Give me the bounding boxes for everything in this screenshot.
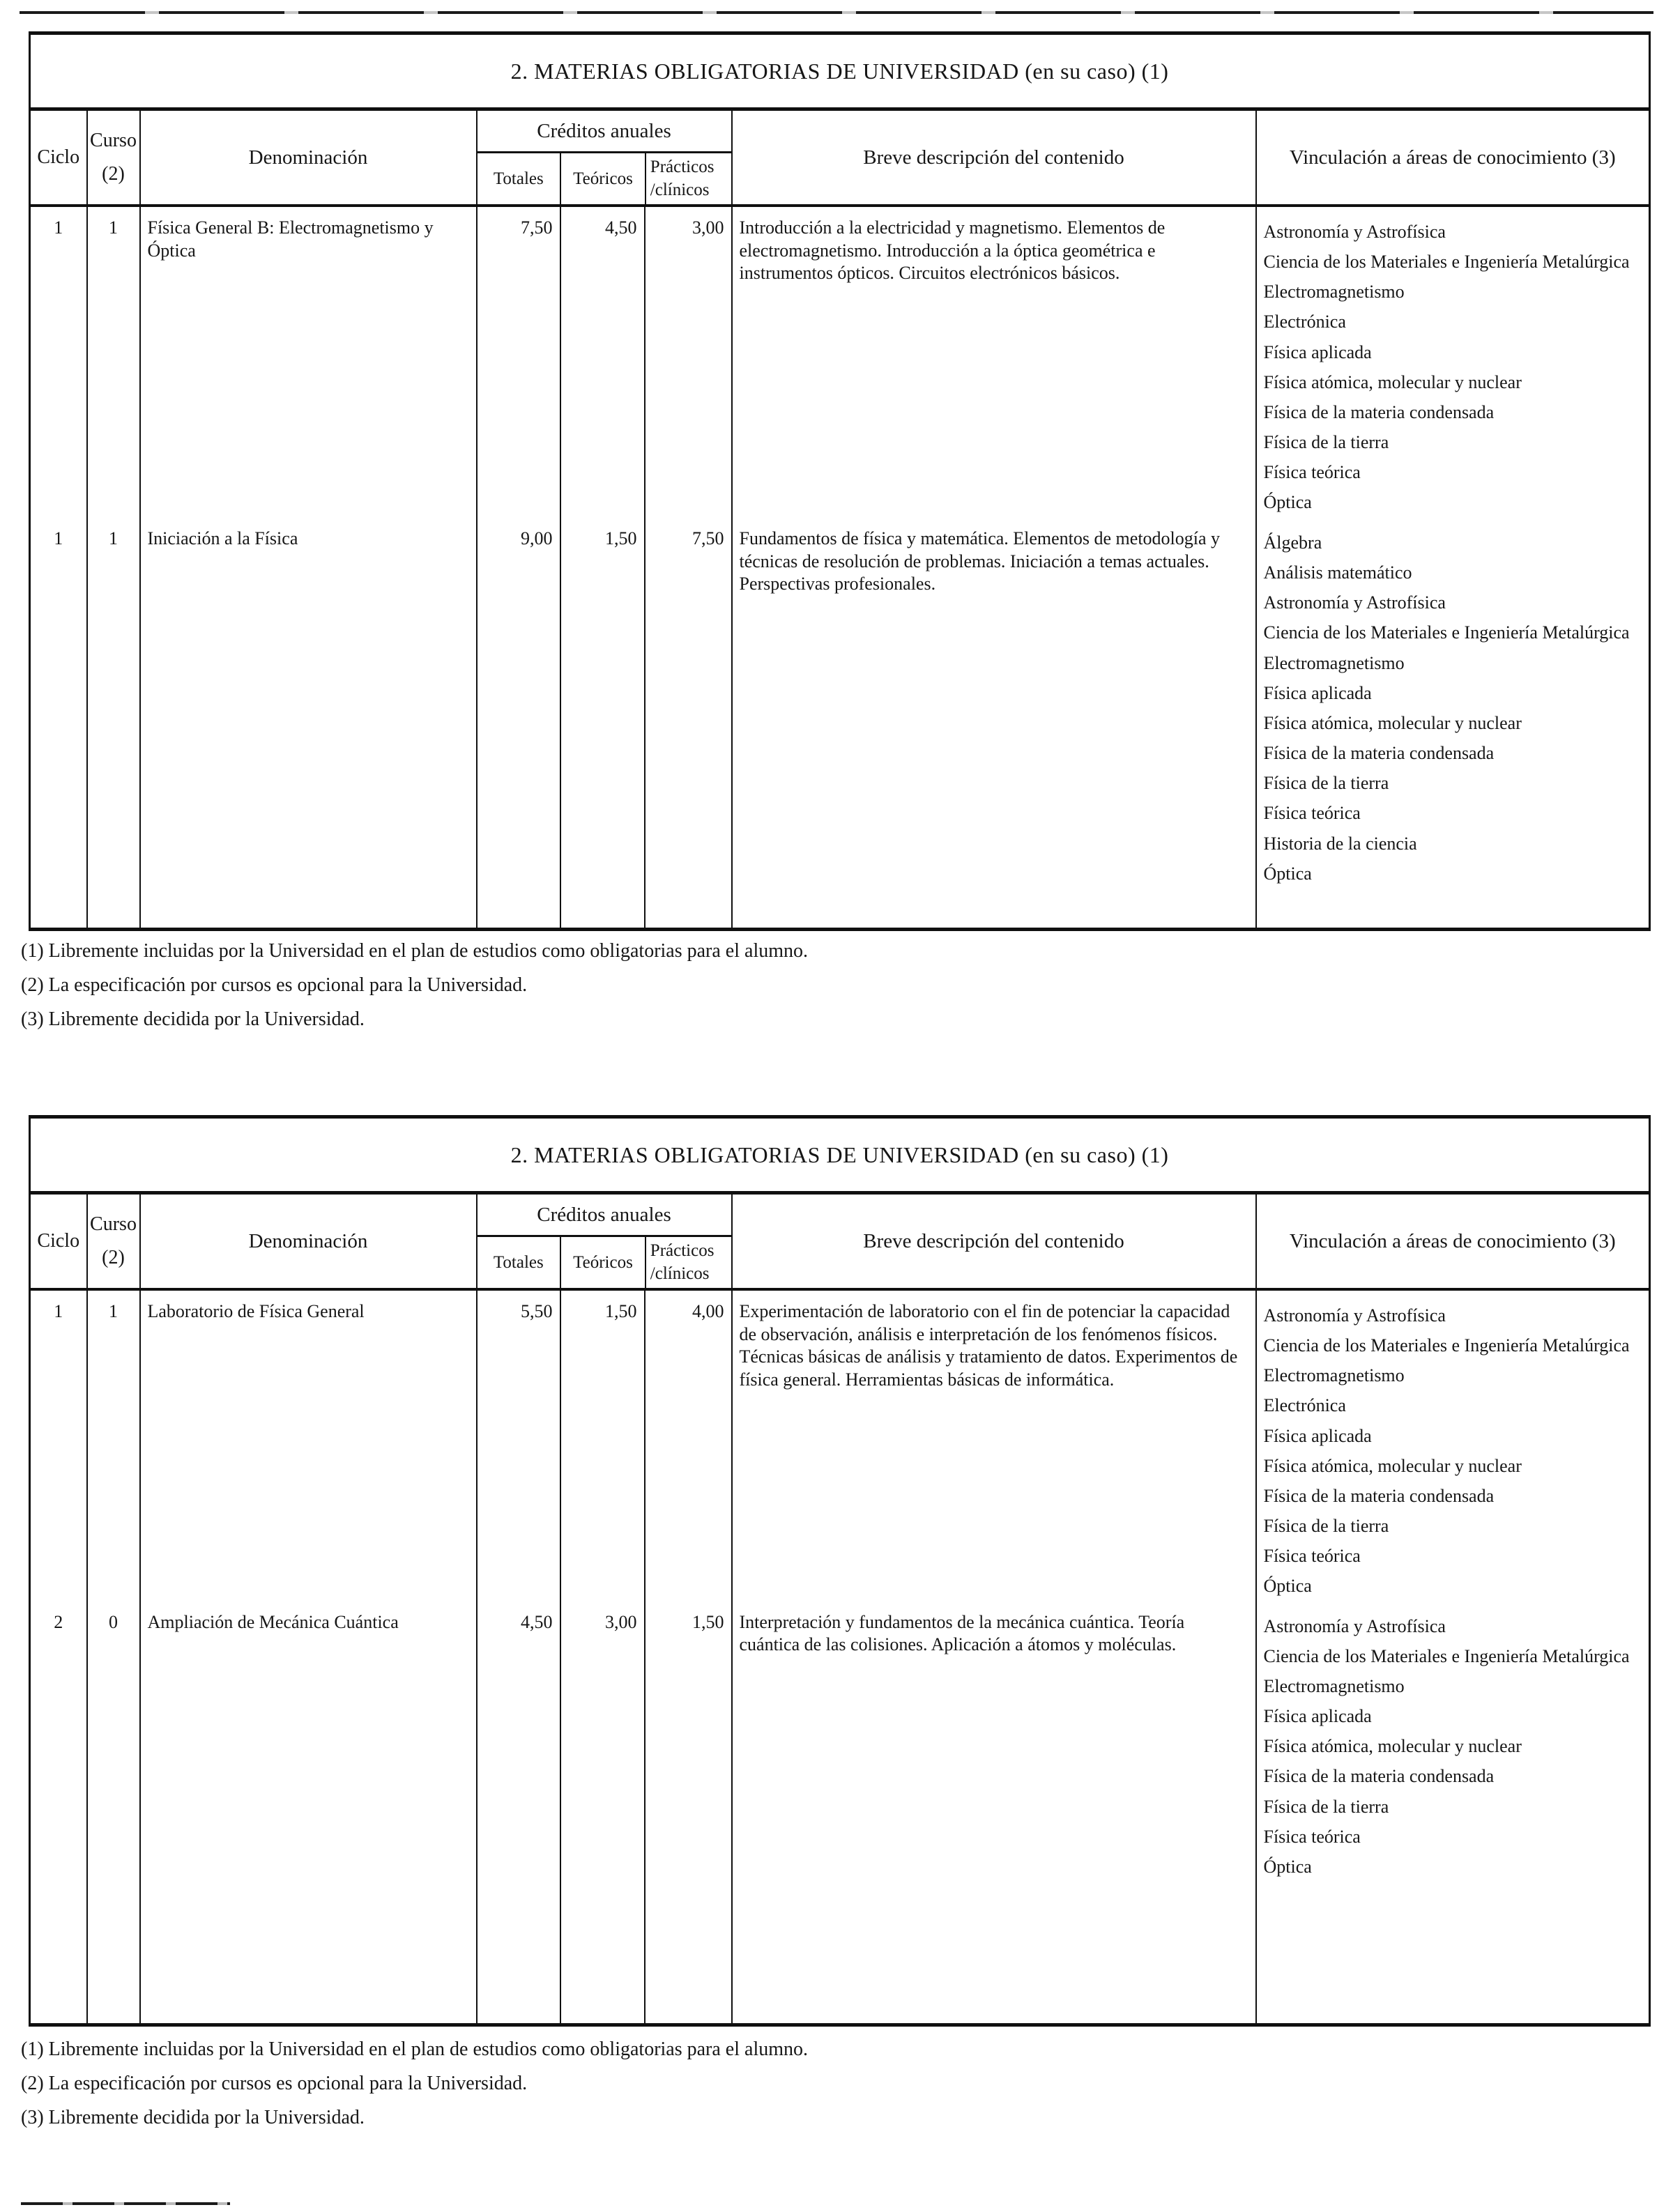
knowledge-area-item: Física de la tierra [1263,1516,1389,1537]
col-header-denominacion-label: Denominación [248,146,368,169]
knowledge-area-item: Física atómica, molecular y nuclear [1263,712,1522,733]
cell-vinculacion [1256,518,1650,929]
cell-ciclo: 1 [54,217,63,238]
knowledge-area-item: Física de la materia condensada [1263,1485,1495,1506]
footnotes-block [21,2038,1485,2140]
table-title-cell [30,1117,1650,1193]
cell-ciclo: 1 [54,528,63,548]
knowledge-area-item: Electromagnetismo [1263,652,1405,673]
table-title-row [30,1117,1650,1193]
table-row [30,1289,1650,1602]
cell-descripcion: Interpretación y fundamentos de la mecánica cuántica. Teoría cuántica de las colisiones. Aplicación a átomos y moléculas. [732,1602,1256,2025]
col-header-curso [87,109,140,206]
cell-denominacion: Laboratorio de Física General [140,1289,477,1602]
cell-creditos-teoricos: 4,50 [560,206,645,518]
knowledge-area-item: Física teórica [1263,462,1361,483]
col-header-descripcion-label: Breve descripción del contenido [863,1229,1124,1252]
col-header-curso-note: (2) [102,1247,125,1268]
cell-denominacion: Ampliación de Mecánica Cuántica [140,1602,477,2025]
cell-ciclo: 2 [54,1611,63,1632]
footnote-3: (3) Libremente decidida por la Universidad. [21,2107,365,2128]
materias-table-2 [29,1115,1649,2027]
cell-vinculacion [1256,1289,1650,1602]
knowledge-area-item: Óptica [1263,863,1312,884]
col-header-practicos [645,1237,731,1288]
knowledge-area-item: Astronomía y Astrofísica [1263,592,1446,613]
col-header-totales: Totales [493,169,544,188]
knowledge-area-item: Historia de la ciencia [1263,833,1417,854]
cell-descripcion: Introducción a la electricidad y magnetismo. Elementos de electromagnetismo. Introducción a la óptica geométrica e instrumentos ópticos. Circuitos electrónicos básicos. [732,206,1256,518]
table-header-row [30,109,1650,206]
col-header-creditos-label: Créditos anuales [478,111,731,153]
knowledge-area-item: Física teórica [1263,1546,1361,1567]
knowledge-area-item: Electrónica [1263,312,1346,332]
knowledge-area-item: Óptica [1263,1856,1312,1877]
knowledge-area-item: Física de la materia condensada [1263,1766,1495,1787]
knowledge-area-item: Física aplicada [1263,1706,1372,1727]
col-header-teoricos: Teóricos [560,1237,645,1288]
knowledge-area-item: Astronomía y Astrofísica [1263,1305,1446,1326]
cell-denominacion: Física General B: Electromagnetismo y Óptica [140,206,477,518]
cell-curso: 1 [87,518,140,929]
knowledge-area-item: Ciencia de los Materiales e Ingeniería Metalúrgica [1263,1645,1630,1666]
table-row [30,518,1650,929]
knowledge-area-item: Electromagnetismo [1263,282,1405,302]
materias-obligatorias-table [29,31,1651,931]
knowledge-area-item: Física de la tierra [1263,432,1389,453]
col-header-ciclo [30,1193,87,1290]
col-header-creditos [477,1193,732,1290]
knowledge-area-item: Electromagnetismo [1263,1365,1405,1386]
table-row [30,206,1650,518]
col-header-practicos-line2: /clínicos [650,180,710,199]
table-title: 2. MATERIAS OBLIGATORIAS DE UNIVERSIDAD (en su caso) (1) [510,58,1169,84]
cell-creditos-teoricos: 1,50 [560,518,645,929]
knowledge-area-item: Física teórica [1263,803,1361,824]
scan-artifact-bottom [21,2202,230,2205]
col-header-curso-note: (2) [102,163,125,185]
cell-creditos-totales: 5,50 [477,1289,560,1602]
col-header-curso [87,1193,140,1290]
col-header-ciclo [30,109,87,206]
knowledge-area-item: Álgebra [1263,532,1322,553]
knowledge-area-item: Física de la materia condensada [1263,401,1495,422]
cell-creditos-totales: 4,50 [477,1602,560,2025]
col-header-creditos-label: Créditos anuales [478,1195,731,1237]
scan-artifact-top [20,11,1653,14]
knowledge-area-item: Física atómica, molecular y nuclear [1263,1455,1522,1476]
knowledge-area-item: Física de la materia condensada [1263,743,1495,764]
knowledge-area-item: Óptica [1263,492,1312,513]
knowledge-area-item: Electrónica [1263,1395,1346,1416]
cell-curso: 1 [87,1289,140,1602]
cell-creditos-practicos: 4,00 [645,1289,732,1602]
cell-descripcion: Fundamentos de física y matemática. Elementos de metodología y técnicas de resolución de problemas. Iniciación a temas actuales. Perspectivas profesionales. [732,518,1256,929]
knowledge-area-item: Física aplicada [1263,341,1372,362]
footnote-2: (2) La especificación por cursos es opcional para la Universidad. [21,2073,528,2094]
materias-table-1 [29,31,1649,931]
cell-curso: 1 [87,206,140,518]
knowledge-area-item: Física atómica, molecular y nuclear [1263,1736,1522,1757]
table-title-row [30,33,1650,109]
cell-creditos-totales: 9,00 [477,518,560,929]
knowledge-area-item: Electromagnetismo [1263,1675,1405,1696]
cell-creditos-practicos: 1,50 [645,1602,732,2025]
col-header-practicos-line1: Prácticos [650,158,715,176]
footnote-2: (2) La especificación por cursos es opcional para la Universidad. [21,974,528,996]
cell-vinculacion [1256,1602,1650,2025]
cell-curso: 0 [87,1602,140,2025]
knowledge-area-item: Ciencia de los Materiales e Ingeniería Metalúrgica [1263,252,1630,272]
col-header-curso-label: Curso [90,130,137,151]
col-header-descripcion [732,1193,1256,1290]
col-header-denominacion [140,1193,477,1290]
knowledge-area-item: Ciencia de los Materiales e Ingeniería Metalúrgica [1263,622,1630,643]
knowledge-area-item: Física atómica, molecular y nuclear [1263,371,1522,392]
col-header-practicos [645,153,731,204]
knowledge-area-item: Análisis matemático [1263,562,1412,583]
col-header-denominacion [140,109,477,206]
cell-creditos-totales: 7,50 [477,206,560,518]
cell-ciclo: 1 [54,1301,63,1321]
col-header-ciclo-label: Ciclo [37,146,80,168]
knowledge-area-item: Óptica [1263,1576,1312,1597]
cell-creditos-teoricos: 3,00 [560,1602,645,2025]
table-title-cell [30,33,1650,109]
col-header-curso-label: Curso [90,1213,137,1235]
col-header-creditos [477,109,732,206]
knowledge-area-item: Astronomía y Astrofísica [1263,1615,1446,1636]
knowledge-area-item: Física teórica [1263,1826,1361,1847]
footnote-3: (3) Libremente decidida por la Universidad. [21,1008,365,1030]
col-header-totales: Totales [493,1252,544,1272]
knowledge-area-item: Física aplicada [1263,1425,1372,1446]
col-header-practicos-line1: Prácticos [650,1241,715,1260]
footnotes-block [21,939,1485,1042]
knowledge-area-item: Física de la tierra [1263,1796,1389,1817]
col-header-denominacion-label: Denominación [248,1229,368,1252]
col-header-vinculacion-label: Vinculación a áreas de conocimiento (3) [1289,146,1616,169]
col-header-practicos-line2: /clínicos [650,1264,710,1283]
col-header-vinculacion [1256,1193,1650,1290]
cell-creditos-practicos: 7,50 [645,518,732,929]
table-row [30,1602,1650,2025]
cell-creditos-practicos: 3,00 [645,206,732,518]
knowledge-area-item: Astronomía y Astrofísica [1263,222,1446,242]
col-header-ciclo-label: Ciclo [37,1230,80,1252]
col-header-descripcion-label: Breve descripción del contenido [863,146,1124,169]
footnote-1: (1) Libremente incluidas por la Universidad en el plan de estudios como obligatorias para el alumno. [21,2038,808,2060]
cell-vinculacion [1256,206,1650,518]
col-header-teoricos: Teóricos [560,153,645,204]
knowledge-area-item: Física de la tierra [1263,773,1389,794]
table-header-row [30,1193,1650,1290]
knowledge-area-item: Ciencia de los Materiales e Ingeniería Metalúrgica [1263,1335,1630,1356]
col-header-vinculacion-label: Vinculación a áreas de conocimiento (3) [1289,1229,1616,1252]
footnote-1: (1) Libremente incluidas por la Universidad en el plan de estudios como obligatorias para el alumno. [21,940,808,962]
table-title: 2. MATERIAS OBLIGATORIAS DE UNIVERSIDAD (en su caso) (1) [510,1142,1169,1167]
cell-descripcion: Experimentación de laboratorio con el fin de potenciar la capacidad de observación, análisis e interpretación de los fenómenos físicos. Técnicas básicas de análisis y tratamiento de datos. Experimentos de física general. Herramientas básicas de informática. [732,1289,1256,1602]
cell-denominacion: Iniciación a la Física [140,518,477,929]
materias-obligatorias-table [29,1115,1651,2027]
knowledge-area-item: Física aplicada [1263,682,1372,703]
col-header-vinculacion [1256,109,1650,206]
cell-creditos-teoricos: 1,50 [560,1289,645,1602]
col-header-descripcion [732,109,1256,206]
